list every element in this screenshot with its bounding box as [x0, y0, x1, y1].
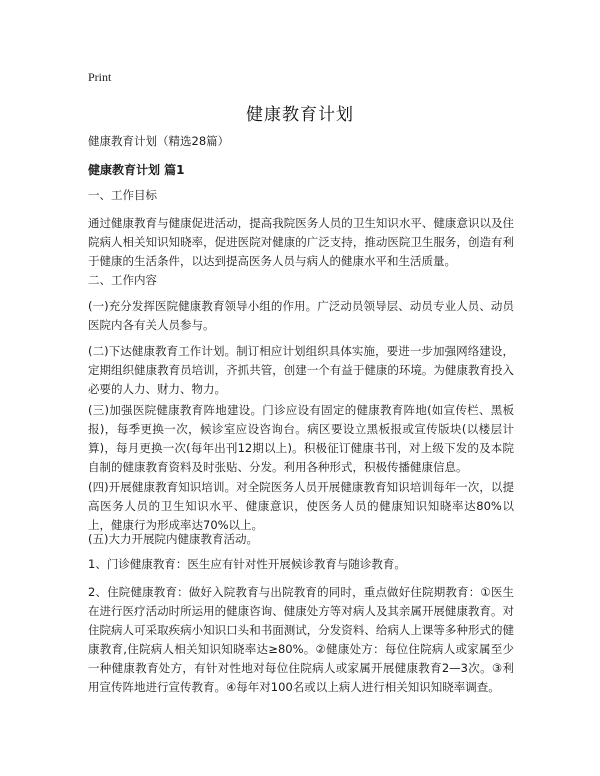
heading-work-content: 二、工作内容 [88, 273, 157, 287]
document-subtitle: 健康教育计划（精选28篇） [88, 134, 230, 148]
paragraph-item-4: (四)开展健康教育知识培训。对全院医务人员开展健康教育知识培训每年一次，以提高医务人员的卫生知识水平、健康意识，使医务人员的健康知识知晓率达80%以上，健康行为形成率达70%以上。 [88, 480, 514, 532]
print-label[interactable]: Print [88, 70, 112, 84]
paragraph-inpatient: 2、住院健康教育：做好入院教育与出院教育的同时，重点做好住院期教育：①医生在进行医疗活动时所运用的健康咨询、健康处方等对病人及其亲属开展健康教育。对住院病人可采取疾病小知识口头和书面测试，分发资料、给病人上课等多种形式的健康教育,住院病人相关知识知晓率达≥80%。②健康处方：每位住院病人或家属至少一种健康教育处方，有针对性地对每位住院病人或家属开展健康教育2—3次。③利用宣传阵地进行宣传教育。④每年对100名或以上病人进行相关知识知晓率调查。 [88, 585, 514, 694]
paragraph-item-5: (五)大力开展院内健康教育活动。 [88, 532, 258, 546]
heading-work-goal: 一、工作目标 [88, 188, 157, 202]
paragraph-outpatient: 1、门诊健康教育：医生应有针对性开展候诊教育与随诊教育。 [88, 557, 406, 571]
paragraph-goal: 通过健康教育与健康促进活动，提高我院医务人员的卫生知识水平、健康意识以及住院病人相关知识知晓率，促进医院对健康的广泛支持，推动医院卫生服务，创造有利于健康的生活条件，以达到提高医务人员与病人的健康水平和生活质量。 [88, 216, 514, 268]
section-title: 健康教育计划 篇1 [88, 163, 185, 177]
paragraph-item-1: (一)充分发挥医院健康教育领导小组的作用。广泛动员领导层、动员专业人员、动员医院内各有关人员参与。 [88, 299, 514, 332]
paragraph-item-2: (二)下达健康教育工作计划。制订相应计划组织具体实施，要进一步加强网络建设，定期组织健康教育员培训，齐抓共管，创建一个有益于健康的环境。为健康教育投入必要的人力、财力、物力。 [88, 344, 514, 396]
document-title: 健康教育计划 [246, 105, 354, 125]
paragraph-item-3: (三)加强医院健康教育阵地建设。门诊应设有固定的健康教育阵地(如宣传栏、黑板报)，每季更换一次，候诊室应设咨询台。病区要设立黑板报或宣传版块(以楼层计算)，每月更换一次(每年出刊12期以上)。积极征订健康书刊，对上级下发的及本院自制的健康教育资料及时张贴、分发。利用各种形式，积极传播健康信息。 [88, 403, 514, 474]
